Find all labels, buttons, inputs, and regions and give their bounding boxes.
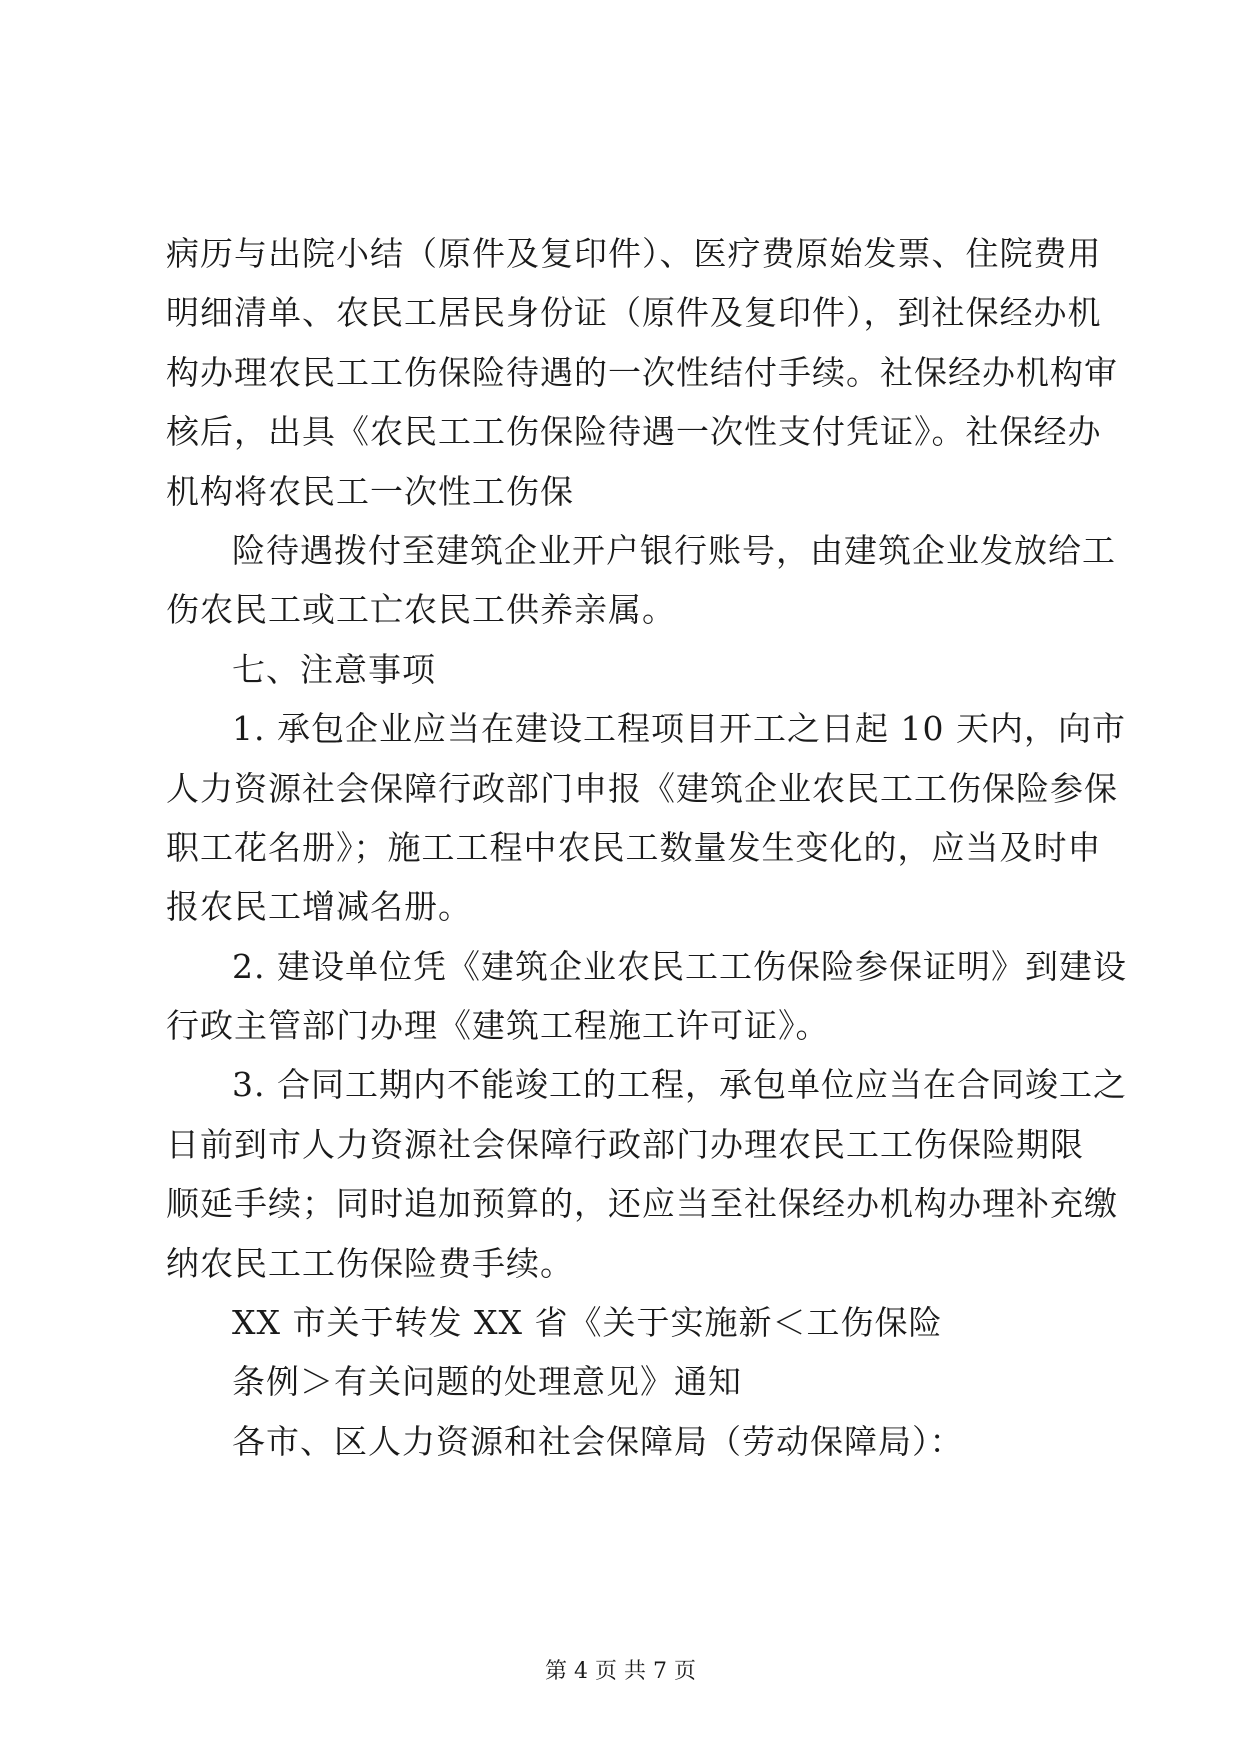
text-line: 病历与出院小结（原件及复印件）、医疗费原始发票、住院费用: [166, 234, 1102, 273]
text-line: 人力资源社会保障行政部门申报《建筑企业农民工工伤保险参保: [166, 768, 1118, 808]
text-line: 条例＞有关问题的处理意见》通知: [232, 1362, 742, 1402]
text-line: 纳农民工工伤保险费手续。: [166, 1243, 574, 1283]
text-line: 职工花名册》；施工工程中农民工数量发生变化的，应当及时申: [166, 827, 1102, 867]
text-line: 伤农民工或工亡农民工供养亲属。: [166, 590, 676, 630]
text-line: 明细清单、农民工居民身份证（原件及复印件），到社保经办机: [166, 293, 1102, 333]
text-line: 1. 承包企业应当在建设工程项目开工之日起 10 天内，向市: [232, 709, 1126, 749]
text-line: 险待遇拨付至建筑企业开户银行账号，由建筑企业发放给工: [232, 530, 1116, 570]
text-line: 核后，出具《农民工工伤保险待遇一次性支付凭证》。社保经办: [166, 412, 1102, 452]
text-line: 报农民工增减名册。: [166, 887, 472, 927]
page-footer: 第 4 页 共 7 页: [545, 1659, 696, 1684]
text-line: 七、注意事项: [232, 649, 436, 689]
text-line: 机构将农民工一次性工伤保: [166, 471, 574, 511]
text-line: 顺延手续；同时追加预算的，还应当至社保经办机构办理补充缴: [166, 1184, 1118, 1224]
document-body: [166, 224, 1127, 1471]
text-line: 3. 合同工期内不能竣工的工程，承包单位应当在合同竣工之: [232, 1065, 1127, 1105]
text-line: 2. 建设单位凭《建筑企业农民工工伤保险参保证明》到建设: [232, 946, 1127, 986]
text-line: XX 市关于转发 XX 省《关于实施新＜工伤保险: [232, 1303, 943, 1343]
text-line: 日前到市人力资源社会保障行政部门办理农民工工伤保险期限: [166, 1124, 1084, 1164]
text-line: 行政主管部门办理《建筑工程施工许可证》。: [166, 1006, 830, 1046]
text-line: 各市、区人力资源和社会保障局（劳动保障局）：: [232, 1421, 964, 1461]
text-line: 构办理农民工工伤保险待遇的一次性结付手续。社保经办机构审: [166, 352, 1118, 392]
